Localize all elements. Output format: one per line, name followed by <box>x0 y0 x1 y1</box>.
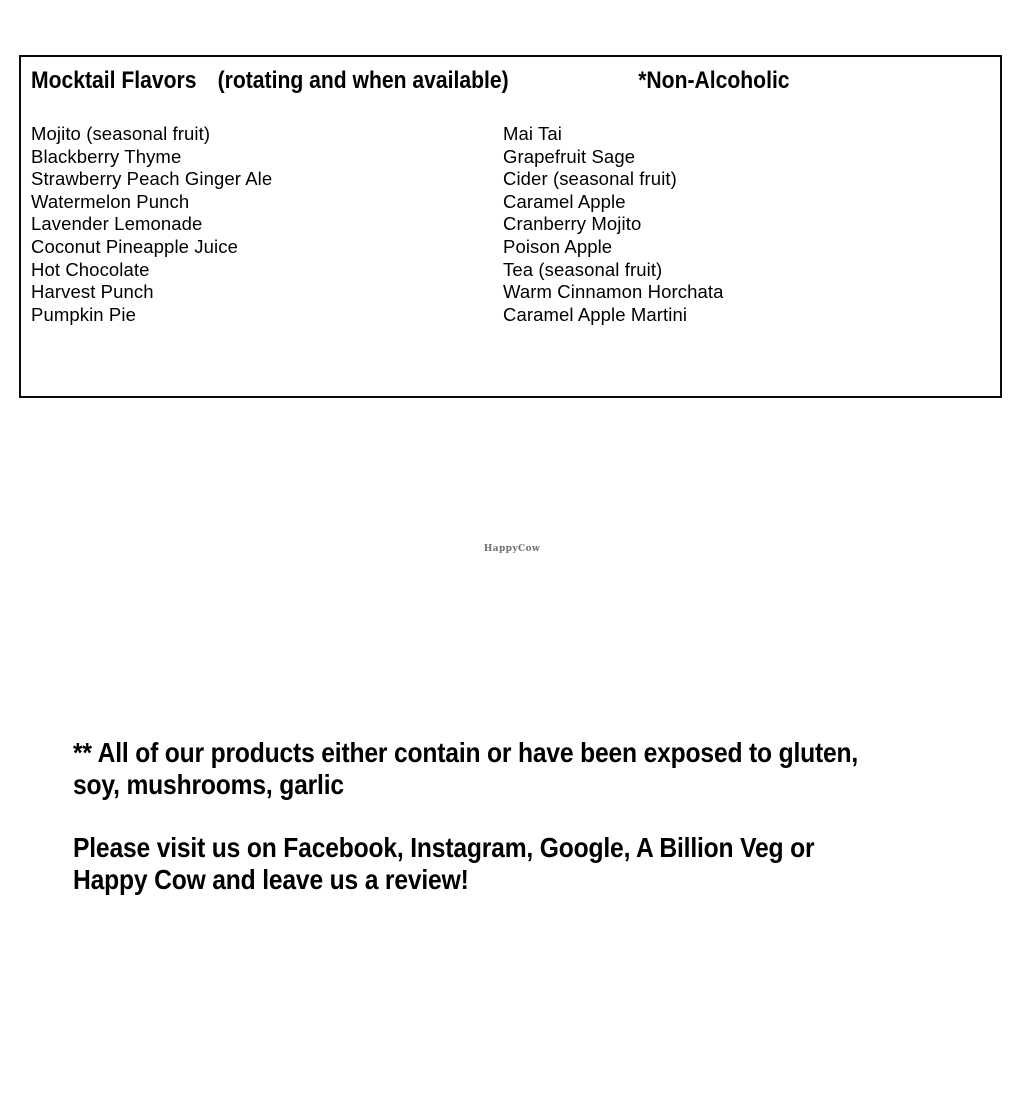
list-line: Poison Apple <box>503 235 613 257</box>
list-line: Happy Cow and leave us a review! <box>73 864 469 895</box>
footer-notes <box>73 737 1006 896</box>
list-line: Watermelon Punch <box>31 190 190 212</box>
list-line: Strawberry Peach Ginger Ale <box>31 168 273 190</box>
rotating-availability-subtitle: (rotating and when available) <box>217 67 509 94</box>
flavor-list-right <box>503 123 724 326</box>
box-header <box>31 67 999 95</box>
mocktail-flavors-box <box>19 55 1002 398</box>
list-line: Mojito (seasonal fruit) <box>31 123 211 144</box>
flavor-list-left <box>31 123 503 326</box>
happycow-watermark: HappyCow <box>483 544 541 554</box>
list-line: soy, mushrooms, garlic <box>73 769 344 800</box>
list-line: Coconut Pineapple Juice <box>31 235 238 257</box>
list-line: Lavender Lemonade <box>31 213 203 235</box>
list-line: Mai Tai <box>503 123 562 144</box>
list-line: Please visit us on Facebook, Instagram, Google, A Billion Veg or <box>73 832 815 863</box>
review-request <box>73 832 1006 896</box>
list-line: ** All of our products either contain or have been exposed to gluten, <box>73 737 859 768</box>
list-line: Blackberry Thyme <box>31 145 182 167</box>
list-line: Warm Cinnamon Horchata <box>503 281 724 303</box>
list-line: Caramel Apple Martini <box>503 303 688 325</box>
list-line: Harvest Punch <box>31 281 154 303</box>
flavor-columns <box>31 123 724 326</box>
allergen-disclaimer <box>73 737 1006 801</box>
non-alcoholic-note: *Non-Alcoholic <box>638 67 790 94</box>
list-line: Grapefruit Sage <box>503 145 636 167</box>
list-line: Cider (seasonal fruit) <box>503 168 677 190</box>
list-line: Caramel Apple <box>503 190 626 212</box>
list-line: Tea (seasonal fruit) <box>503 258 663 280</box>
mocktail-flavors-title: Mocktail Flavors <box>31 67 197 94</box>
list-line: Hot Chocolate <box>31 258 150 280</box>
list-line: Cranberry Mojito <box>503 213 642 235</box>
list-line: Pumpkin Pie <box>31 303 136 325</box>
